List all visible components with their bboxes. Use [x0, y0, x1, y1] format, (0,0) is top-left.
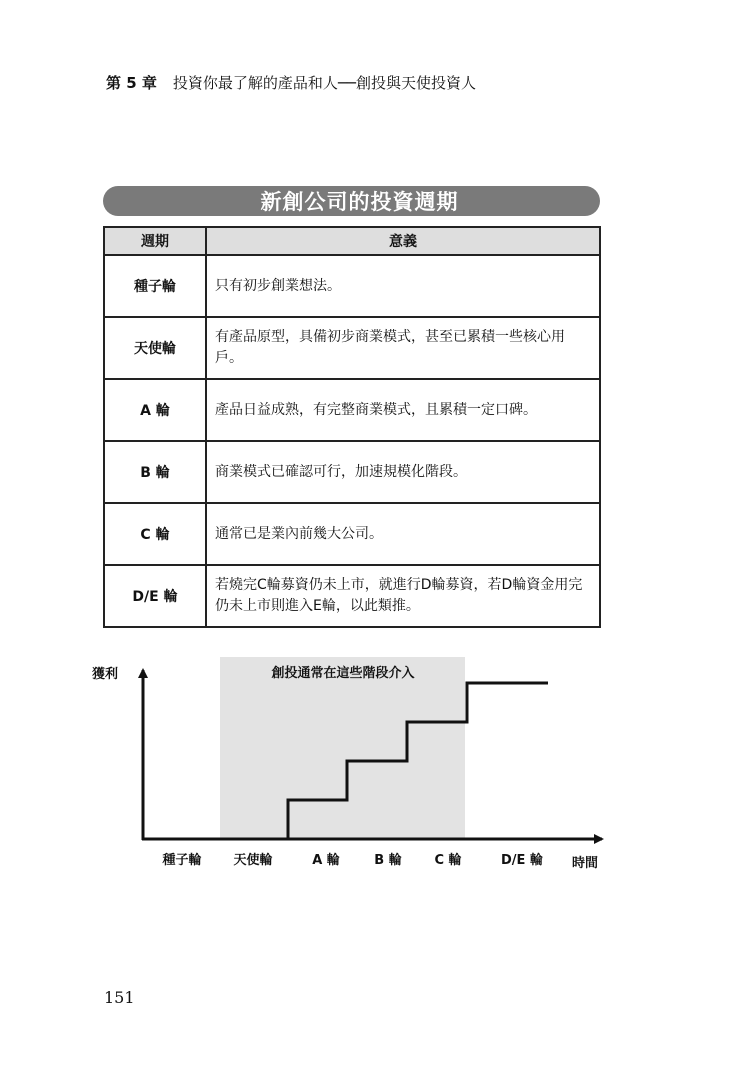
column-header-stage: 週期 [104, 227, 206, 255]
stage-cell: D/E 輪 [104, 565, 206, 627]
table-row [104, 379, 600, 441]
x-tick-label: 種子輪 [162, 853, 202, 868]
stage-cell: B 輪 [104, 441, 206, 503]
table-row [104, 255, 600, 317]
table-row [104, 503, 600, 565]
x-axis-label: 時間 [572, 856, 599, 871]
stage-cell: C 輪 [104, 503, 206, 565]
table-row [104, 317, 600, 379]
page-number: 151 [104, 988, 135, 1007]
meaning-cell: 通常已是業內前幾大公司。 [206, 503, 600, 565]
column-header-meaning: 意義 [206, 227, 600, 255]
investment-stage-chart [0, 650, 750, 880]
x-tick-labels [161, 852, 542, 868]
table-row [104, 441, 600, 503]
chapter-title: 投資你最了解的產品和人──創投與天使投資人 [172, 74, 476, 92]
stage-cell: A 輪 [104, 379, 206, 441]
investment-cycle-table [103, 226, 601, 628]
x-tick-label: B 輪 [374, 853, 402, 868]
x-tick-label: 天使輪 [233, 853, 273, 868]
vc-stage-shaded-region [220, 657, 465, 839]
meaning-cell: 產品日益成熟，有完整商業模式，且累積一定口碑。 [206, 379, 600, 441]
stage-cell: 種子輪 [104, 255, 206, 317]
chapter-label: 第 5 章 [106, 74, 157, 92]
chapter-header [106, 72, 476, 93]
table-header-row [104, 227, 600, 255]
section-title-banner [103, 186, 600, 216]
meaning-cell: 有產品原型，具備初步商業模式，甚至已累積一些核心用戶。 [206, 317, 600, 379]
meaning-cell: 若燒完C輪募資仍未上市，就進行D輪募資，若D輪資金用完仍未上市則進入E輪，以此類推。 [206, 565, 600, 627]
x-tick-label: A 輪 [312, 853, 340, 868]
table-row [104, 565, 600, 627]
y-axis-label: 獲利 [92, 667, 119, 682]
stage-cell: 天使輪 [104, 317, 206, 379]
x-tick-label: C 輪 [434, 853, 462, 868]
shaded-region-label: 創投通常在這些階段介入 [271, 666, 415, 681]
x-tick-label: D/E 輪 [501, 853, 543, 868]
meaning-cell: 只有初步創業想法。 [206, 255, 600, 317]
section-title: 新創公司的投資週期 [260, 190, 459, 214]
meaning-cell: 商業模式已確認可行，加速規模化階段。 [206, 441, 600, 503]
